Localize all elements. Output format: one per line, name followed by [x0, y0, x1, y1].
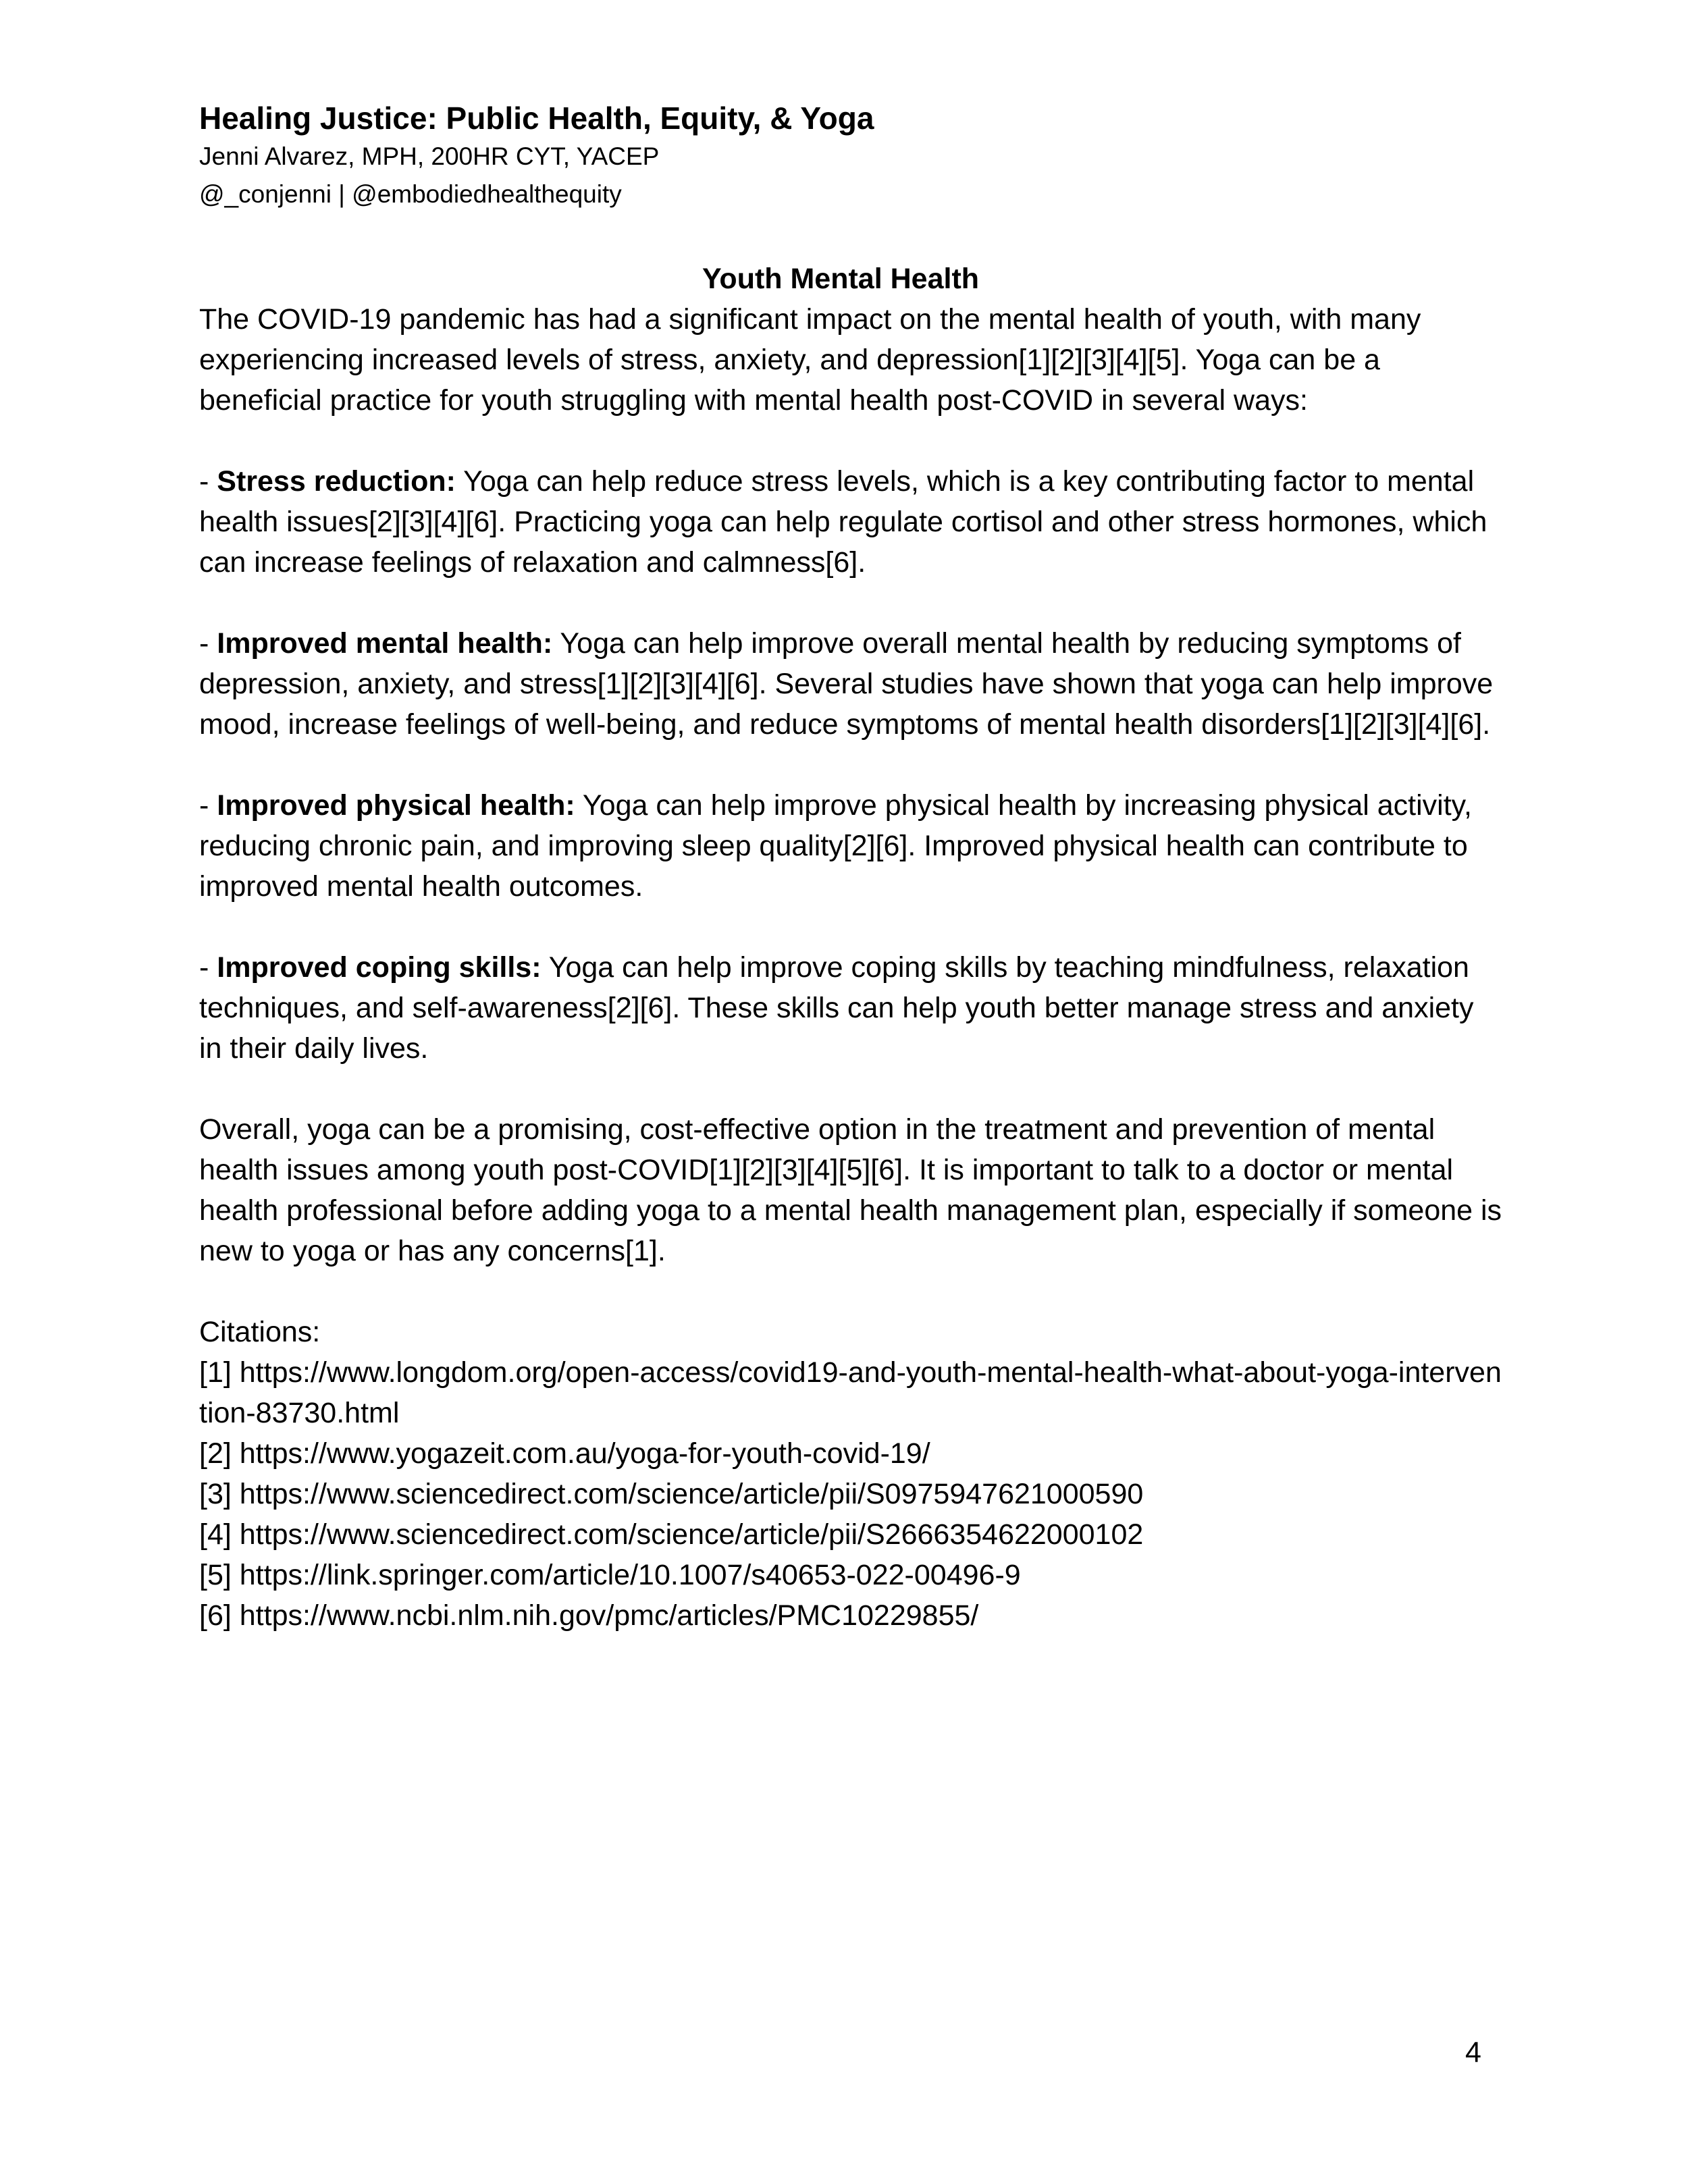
conclusion-paragraph: Overall, yoga can be a promising, cost-effective option in the treatment and prevention of mental health issues among youth post-COVID[1][2][3][4][5][6]. It is important to talk to a doctor or mental health professional before adding yoga to a mental health management plan, especially if someone is new to yoga or has any concerns[1]. — [199, 1113, 1502, 1267]
citation-link[interactable]: [5] https://link.springer.com/article/10.1007/s40653-022-00496-9 — [199, 1559, 1021, 1591]
point-text: Yoga can help improve coping skills by teaching mindfulness, relaxation techniques, and self-awareness[2][6]. These skills can help youth better manage stress and anxiety in their daily lives. — [199, 951, 1474, 1065]
point-improved-coping-skills: - Improved coping skills: Yoga can help improve coping skills by teaching mindfulness, relaxation techniques, and self-awareness[2][6]. These skills can help youth better manage stress and anxiety in their daily lives. — [199, 951, 1474, 1065]
point-text: Yoga can help improve physical health by increasing physical activity, reducing chronic pain, and improving sleep quality[2][6]. Improved physical health can contribute to improved mental health outcomes. — [199, 789, 1472, 903]
citations-heading: Citations: — [199, 1316, 321, 1348]
point-label: Improved physical health: — [217, 789, 575, 822]
citation-link[interactable]: [1] https://www.longdom.org/open-access/covid19-and-youth-mental-health-what-about-yoga-intervention-83730.html — [199, 1356, 1502, 1429]
document-header — [199, 99, 1482, 213]
point-label: Improved mental health: — [217, 627, 553, 660]
point-label: Stress reduction: — [217, 465, 456, 498]
citation-link[interactable]: [3] https://www.sciencedirect.com/science/article/pii/S0975947621000590 — [199, 1478, 1144, 1510]
point-text: Yoga can help improve overall mental health by reducing symptoms of depression, anxiety, and stress[1][2][3][4][6]. Several studies have shown that yoga can help improve mood, increase feelings of well-being, and reduce symptoms of mental health disorders[1][2][3][4][6]. — [199, 627, 1494, 741]
document-title: Healing Justice: Public Health, Equity, & Yoga — [199, 101, 874, 136]
citation-link[interactable]: [6] https://www.ncbi.nlm.nih.gov/pmc/articles/PMC10229855/ — [199, 1599, 979, 1632]
point-stress-reduction: - Stress reduction: Yoga can help reduce stress levels, which is a key contributing factor to mental health issues[2][3][4][6]. Practicing yoga can help regulate cortisol and other stress hormones, which can increase feelings of relaxation and calmness[6]. — [199, 465, 1487, 579]
citations-list — [199, 1352, 1502, 1636]
section-title: Youth Mental Health — [702, 263, 980, 295]
point-text: Yoga can help reduce stress levels, which is a key contributing factor to mental health issues[2][3][4][6]. Practicing yoga can help regulate cortisol and other stress hormones, which can increase feelings of relaxation and calmness[6]. — [199, 465, 1487, 579]
social-handles: @_conjenni | @embodiedhealthequity — [199, 180, 622, 208]
point-label: Improved coping skills: — [217, 951, 542, 984]
intro-paragraph: The COVID-19 pandemic has had a significant impact on the mental health of youth, with many experiencing increased levels of stress, anxiety, and depression[1][2][3][4][5]. Yoga can be a beneficial practice for youth struggling with mental health post-COVID in several ways: — [199, 303, 1421, 417]
citation-link[interactable]: [4] https://www.sciencedirect.com/science/article/pii/S2666354622000102 — [199, 1518, 1144, 1551]
author-credentials: Jenni Alvarez, MPH, 200HR CYT, YACEP — [199, 142, 660, 170]
point-improved-physical-health: - Improved physical health: Yoga can help improve physical health by increasing physical activity, reducing chronic pain, and improving sleep quality[2][6]. Improved physical health can contribute to improved mental health outcomes. — [199, 789, 1472, 903]
page-number: 4 — [1465, 2036, 1481, 2069]
point-improved-mental-health: - Improved mental health: Yoga can help improve overall mental health by reducing symptoms of depression, anxiety, and stress[1][2][3][4][6]. Several studies have shown that yoga can help improve mood, increase feelings of well-being, and reduce symptoms of mental health disorders[1][2][3][4][6]. — [199, 627, 1494, 741]
citation-link[interactable]: [2] https://www.yogazeit.com.au/yoga-for-youth-covid-19/ — [199, 1437, 930, 1470]
document-body — [199, 259, 1502, 1636]
